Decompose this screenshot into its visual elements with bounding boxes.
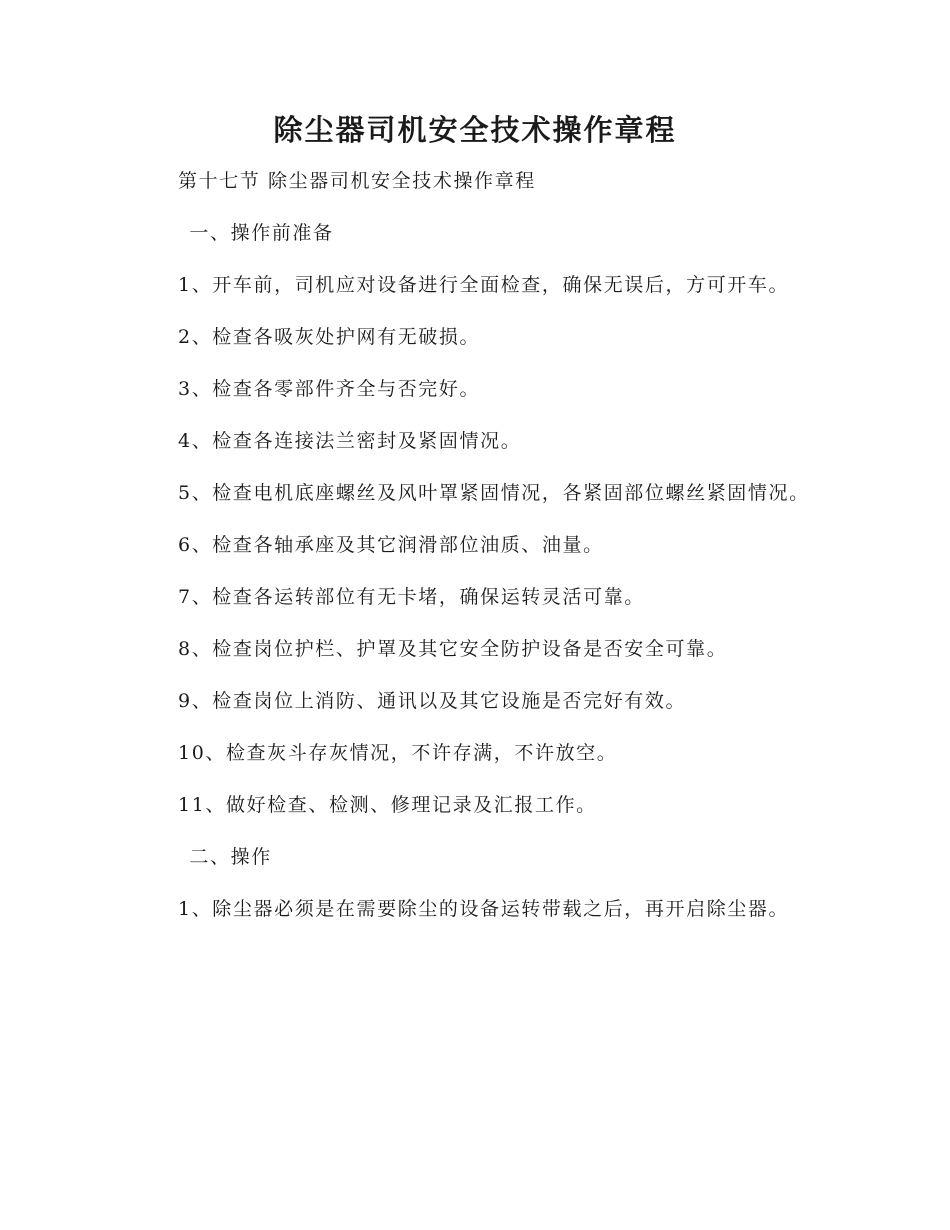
document-body xyxy=(140,164,812,927)
section-heading-preparation: 一、操作前准备 xyxy=(189,222,334,244)
list-item: 6、检查各轴承座及其它润滑部位油质、油量。 xyxy=(178,534,604,556)
list-item: 9、检查岗位上消防、通讯以及其它设施是否完好有效。 xyxy=(178,690,687,712)
list-item: 1、开车前，司机应对设备进行全面检查，确保无误后，方可开车。 xyxy=(178,274,790,296)
list-item: 8、检查岗位护栏、护罩及其它安全防护设备是否安全可靠。 xyxy=(178,638,728,660)
chapter-heading: 第十七节 除尘器司机安全技术操作章程 xyxy=(178,170,536,192)
document-title: 除尘器司机安全技术操作章程 xyxy=(273,113,677,147)
list-item: 5、检查电机底座螺丝及风叶罩紧固情况，各紧固部位螺丝紧固情况。 xyxy=(178,482,810,504)
list-item: 2、检查各吸灰处护网有无破损。 xyxy=(178,326,481,348)
list-item: 10、检查灰斗存灰情况，不许存满，不许放空。 xyxy=(178,742,618,764)
list-item: 4、检查各连接法兰密封及紧固情况。 xyxy=(178,430,522,452)
list-item: 1、除尘器必须是在需要除尘的设备运转带载之后，再开启除尘器。 xyxy=(178,898,790,920)
list-item: 11、做好检查、检测、修理记录及汇报工作。 xyxy=(178,794,597,816)
section-heading-operation: 二、操作 xyxy=(189,846,272,868)
list-item: 7、检查各运转部位有无卡堵，确保运转灵活可靠。 xyxy=(178,586,645,608)
list-item: 3、检查各零部件齐全与否完好。 xyxy=(178,378,481,400)
